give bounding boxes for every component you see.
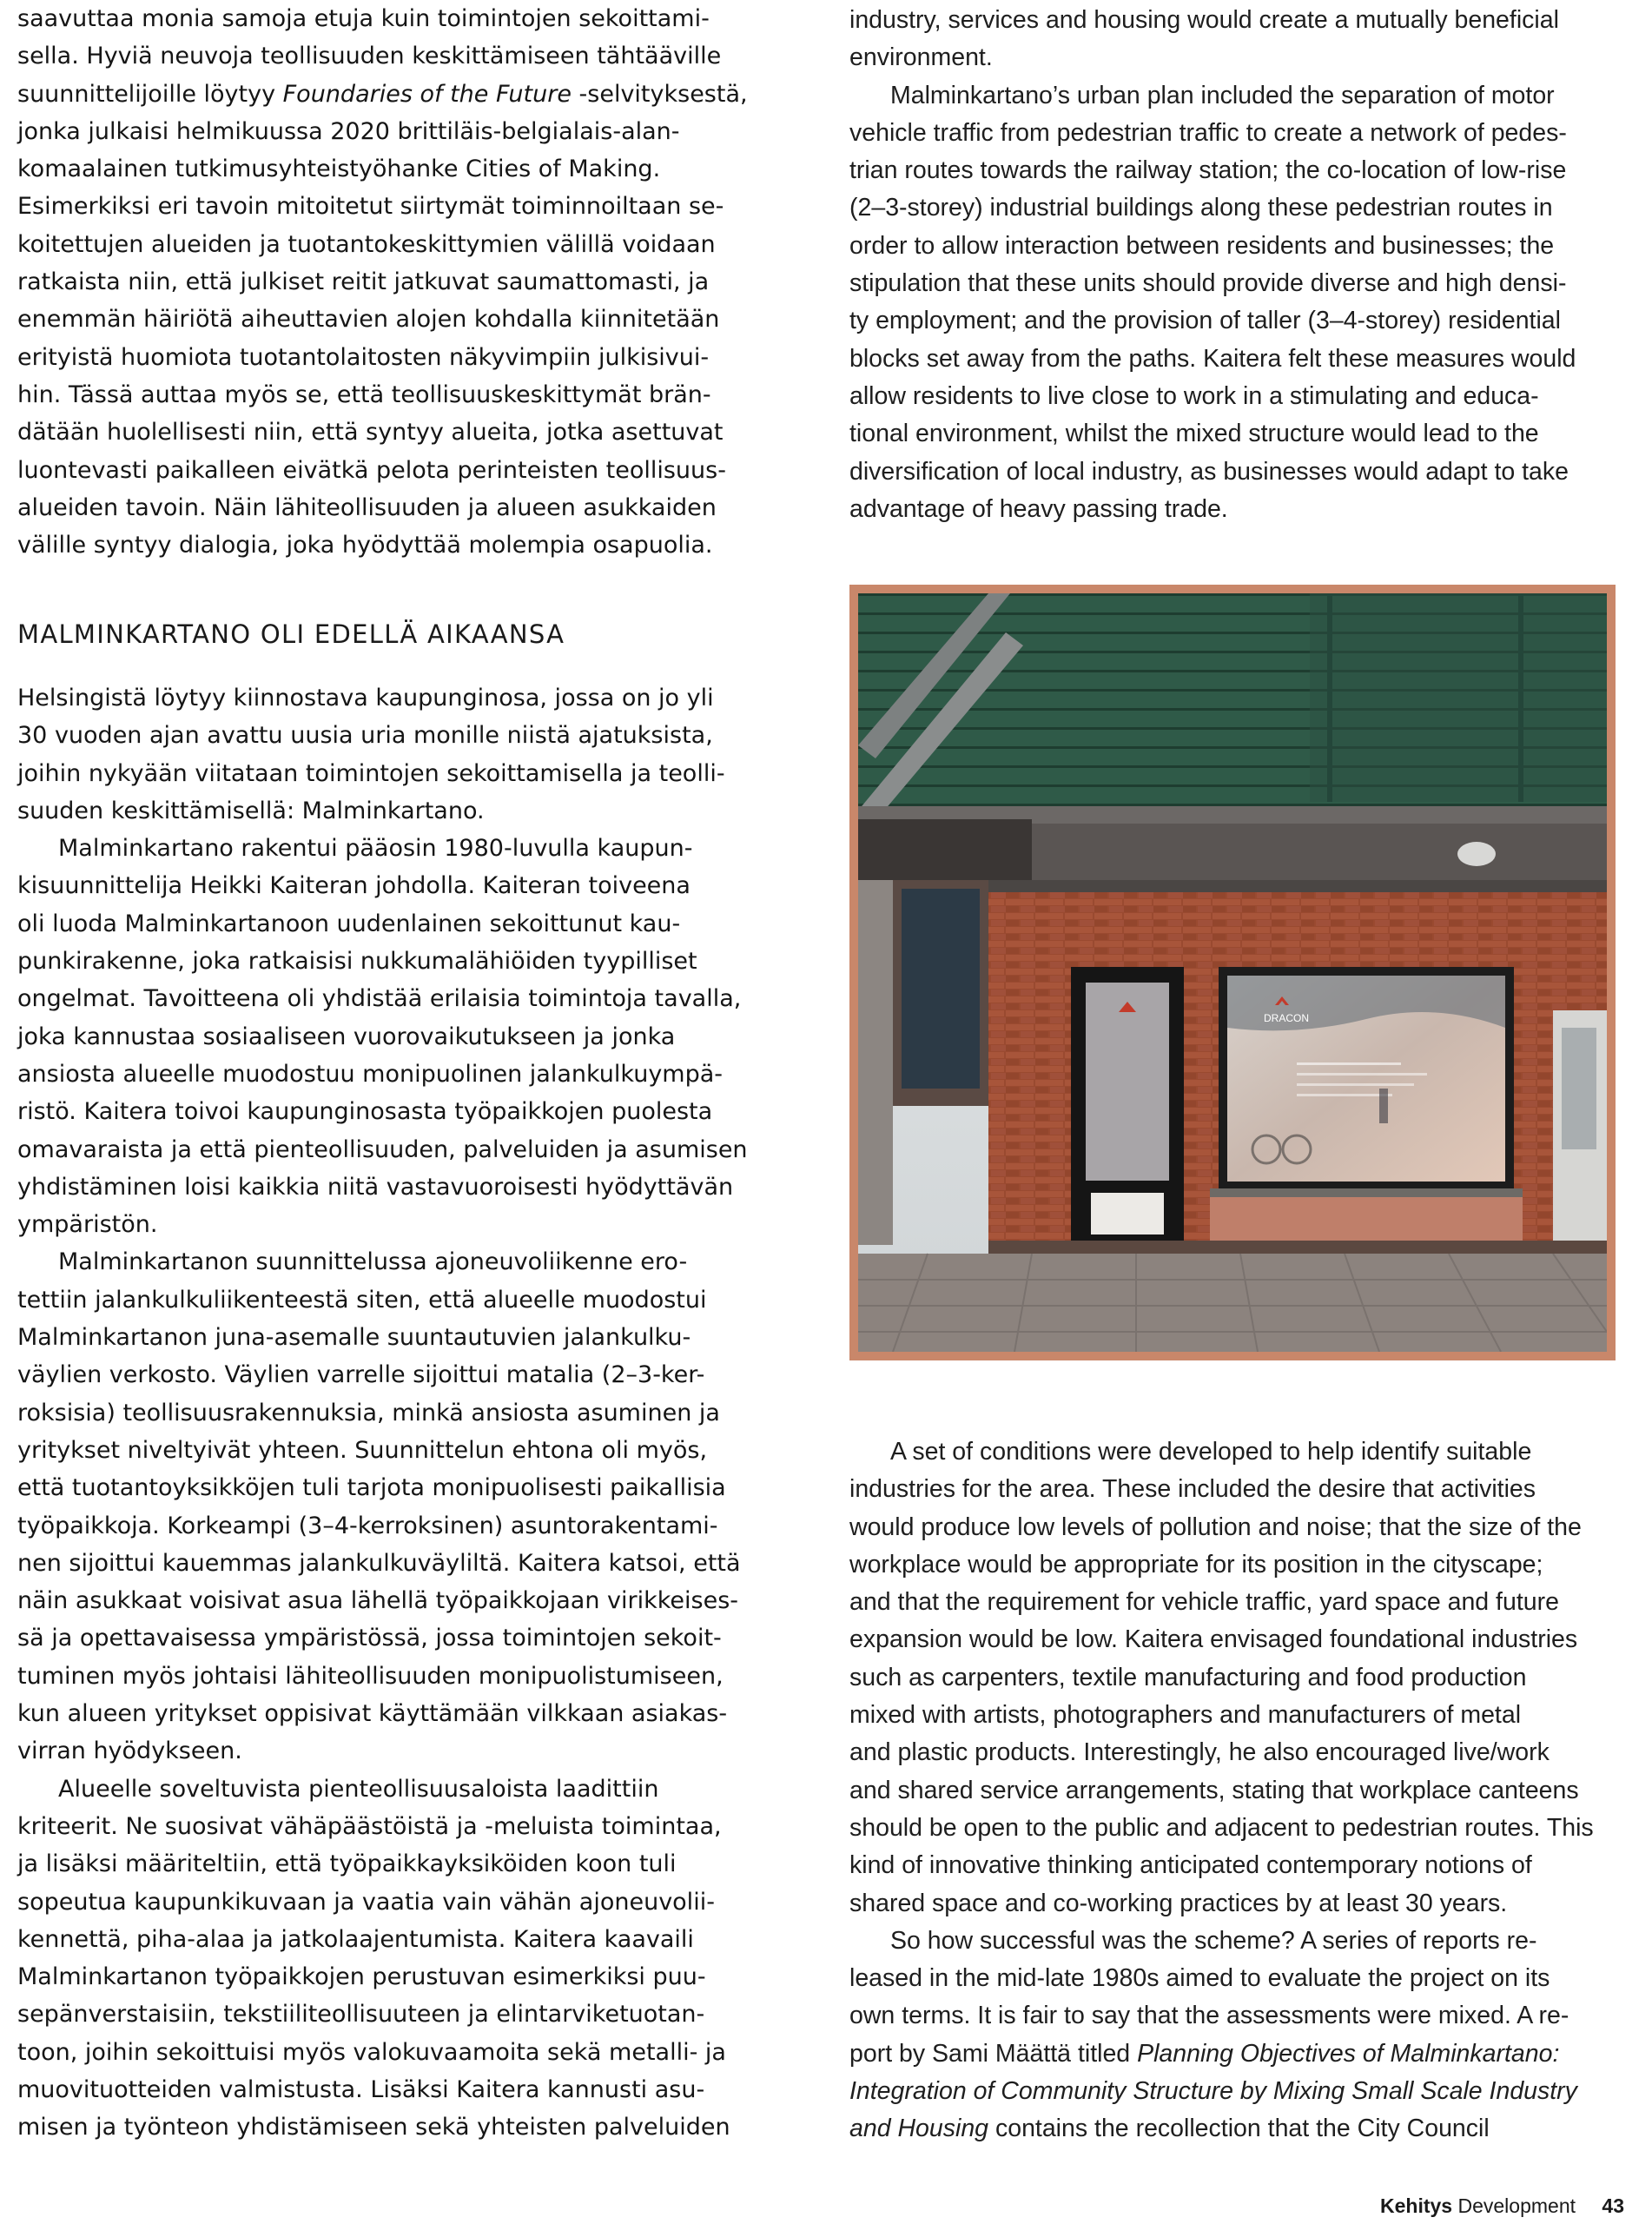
text-run: sä ja opettavaisessa ympäristössä, jossa toimintojen sekoit- xyxy=(17,1625,722,1652)
text-run: environment. xyxy=(849,43,993,72)
text-line xyxy=(17,226,748,263)
text-run: Malminkartano rakentui pääosin 1980-luvulla kaupun- xyxy=(58,835,693,863)
text-line xyxy=(17,1996,748,2033)
text-run: mixed with artists, photographers and manufacturers of metal xyxy=(849,1701,1522,1730)
text-line xyxy=(849,1621,1594,1658)
text-line xyxy=(849,1885,1594,1923)
text-run: Alueelle soveltuvista pienteollisuusaloista laadittiin xyxy=(58,1775,659,1803)
text-line xyxy=(17,376,748,414)
text-run: kriteerit. Ne suosivat vähäpäästöistä ja -meluista toimintaa, xyxy=(17,1812,722,1840)
text-line xyxy=(849,1997,1594,2035)
text-run: sella. Hyviä neuvoja teollisuuden keskittämiseen tähtääville xyxy=(17,43,722,70)
text-run: 30 vuoden ajan avattu uusia uria monille niistä ajatuksista, xyxy=(17,722,713,750)
text-line xyxy=(17,905,748,943)
text-line xyxy=(849,39,1576,76)
text-run: että tuotantoyksikköjen tuli tarjota monipuolisesti paikallisia xyxy=(17,1474,726,1502)
text-line xyxy=(849,1772,1594,1810)
text-line xyxy=(849,228,1576,265)
text-run: jonka julkaisi helmikuussa 2020 brittiläis-belgialais-alan- xyxy=(17,117,680,145)
text-run: roksisia) teollisuusrakennuksia, minkä ansiosta asuminen ja xyxy=(17,1399,720,1426)
text-run: stipulation that these units should provide diverse and high densi- xyxy=(849,269,1567,298)
text-run: kennettä, piha-alaa ja jatkolaajentumista. Kaitera kaavaili xyxy=(17,1925,694,1953)
text-line xyxy=(849,265,1576,302)
text-run: ongelmat. Tavoitteena oli yhdistää erilaisia toimintoja tavalla, xyxy=(17,985,742,1013)
english-top-text xyxy=(849,2,1576,528)
text-run: such as carpenters, textile manufacturing and food production xyxy=(849,1663,1527,1691)
text-run: industries for the area. These included the desire that activities xyxy=(849,1475,1536,1504)
text-line xyxy=(849,152,1576,189)
section-heading: MALMINKARTANO OLI EDELLÄ AIKAANSA xyxy=(17,619,565,649)
text-run: Malminkartanon juna-asemalle suuntautuvien jalankulku- xyxy=(17,1324,691,1352)
text-line xyxy=(17,1168,748,1206)
text-line xyxy=(17,867,748,904)
text-run: tuminen myös johtaisi lähiteollisuuden monipuolistumiseen, xyxy=(17,1662,724,1690)
text-line xyxy=(17,1281,748,1319)
text-line xyxy=(17,980,748,1017)
italic-title: Planning Objectives of Malminkartano: xyxy=(1137,2039,1560,2068)
text-run: order to allow interaction between residents and businesses; the xyxy=(849,231,1555,260)
text-line xyxy=(849,1433,1594,1471)
text-run: luontevasti paikalleen eivätkä pelota perinteisten teollisuus- xyxy=(17,456,726,484)
text-run: So how successful was the scheme? A series of reports re- xyxy=(890,1926,1537,1955)
text-run: port by Sami Määttä titled xyxy=(849,2039,1138,2068)
text-run: -selvityksestä, xyxy=(571,80,748,108)
text-line xyxy=(17,717,748,754)
text-line xyxy=(849,1697,1594,1734)
text-line xyxy=(17,1018,748,1056)
text-run: työpaikkoja. Korkeampi (3–4-kerroksinen) asuntorakentami- xyxy=(17,1512,718,1539)
text-run: trian routes towards the railway station; the co-location of low-rise xyxy=(849,156,1567,185)
text-run: sopeutua kaupunkikuvaan ja vaatia vain vähän ajoneuvolii- xyxy=(17,1888,715,1916)
finnish-main-text xyxy=(17,679,748,2147)
text-line xyxy=(17,755,748,792)
text-line xyxy=(17,113,748,150)
text-line xyxy=(849,1659,1594,1697)
text-run: and that the requirement for vehicle traffic, yard space and future xyxy=(849,1588,1559,1617)
text-run: yhdistäminen loisi kaikkia niitä vastavuoroisesti hyödyttävän xyxy=(17,1173,734,1201)
italic-title: and Housing xyxy=(849,2115,989,2143)
text-line xyxy=(849,1810,1594,1847)
text-run: koitettujen alueiden ja tuotantokeskittymien välillä voidaan xyxy=(17,230,716,258)
text-line xyxy=(17,1658,748,1695)
text-line xyxy=(17,0,748,37)
text-run: would produce low levels of pollution and noise; that the size of the xyxy=(849,1512,1582,1541)
text-run: contains the recollection that the City Council xyxy=(988,2115,1490,2143)
text-run: suunnittelijoille löytyy xyxy=(17,80,283,108)
text-line xyxy=(849,2110,1594,2148)
pavement xyxy=(858,1254,1607,1352)
text-line xyxy=(17,830,748,867)
text-run: muovituotteiden valmistusta. Lisäksi Kaitera kannusti asu- xyxy=(17,2075,705,2103)
text-line xyxy=(17,76,748,113)
page-number: 43 xyxy=(1602,2194,1624,2217)
text-line xyxy=(17,1582,748,1619)
text-line xyxy=(17,2071,748,2108)
window-sign-text: DRACON xyxy=(1264,1012,1310,1024)
text-run: workplace would be appropriate for its position in the cityscape; xyxy=(849,1550,1543,1579)
text-line xyxy=(849,1546,1594,1584)
text-run: enemmän häiriötä aiheuttavien alojen kohdalla kiinnitetään xyxy=(17,306,720,334)
text-line xyxy=(849,189,1576,227)
text-run: sepänverstaisiin, tekstiiliteollisuuteen ja elintarviketuotan- xyxy=(17,2001,705,2029)
text-line xyxy=(849,2073,1594,2110)
text-run: punkirakenne, joka ratkaisisi nukkumalähiöiden tyypilliset xyxy=(17,948,697,976)
text-run: kun alueen yritykset oppisivat käyttämään vilkkaan asiakas- xyxy=(17,1700,728,1728)
text-run: omavaraista ja että pienteollisuuden, palveluiden ja asumisen xyxy=(17,1135,748,1163)
text-line xyxy=(17,1394,748,1432)
text-line xyxy=(17,1695,748,1732)
text-line xyxy=(849,1734,1594,1771)
page-footer xyxy=(1380,2194,1624,2218)
text-run: oli luoda Malminkartanoon uudenlainen sekoittunut kau- xyxy=(17,910,681,937)
text-line xyxy=(17,1507,748,1545)
text-run: yritykset niveltyivät yhteen. Suunnittelun ehtona oli myös, xyxy=(17,1436,708,1464)
text-run: dätään huolellisesti niin, että syntyy alueita, jotka asettuvat xyxy=(17,419,724,447)
storefront-photo xyxy=(858,593,1607,1352)
finnish-intro-text xyxy=(17,0,748,564)
text-line xyxy=(17,1056,748,1093)
text-line xyxy=(17,1206,748,1243)
text-run: industry, services and housing would create a mutually beneficial xyxy=(849,6,1559,34)
text-run: tional environment, whilst the mixed structure would lead to the xyxy=(849,420,1539,448)
text-line xyxy=(17,263,748,301)
text-line xyxy=(849,302,1576,340)
text-line xyxy=(17,2034,748,2071)
text-run: välille syntyy dialogia, joka hyödyttää molempia osapuolia. xyxy=(17,532,713,559)
text-line xyxy=(17,1131,748,1168)
english-bottom-text xyxy=(849,1433,1594,2148)
text-line xyxy=(17,414,748,451)
text-run: toon, joihin sekoittuisi myös valokuvaamoita sekä metalli- ja xyxy=(17,2038,726,2066)
text-run: ansiosta alueelle muodostuu monipuolinen jalankulkuympä- xyxy=(17,1060,724,1088)
text-run: Helsingistä löytyy kiinnostava kaupunginosa, jossa on jo yli xyxy=(17,685,714,712)
text-line xyxy=(17,452,748,489)
text-run: Esimerkiksi eri tavoin mitoitetut siirtymät toiminnoiltaan se- xyxy=(17,193,724,221)
text-line xyxy=(17,1808,748,1845)
text-run: väylien verkosto. Väylien varrelle sijoittui matalia (2–3-ker- xyxy=(17,1361,705,1389)
text-run: joihin nykyään viitataan toimintojen sekoittamisella ja teolli- xyxy=(17,759,725,787)
text-line xyxy=(17,1243,748,1281)
text-run: hin. Tässä auttaa myös se, että teollisuuskeskittymät brän- xyxy=(17,381,711,408)
text-line xyxy=(849,1960,1594,1997)
text-line xyxy=(17,1319,748,1356)
text-run: ristö. Kaitera toivoi kaupunginosasta työpaikkojen puolesta xyxy=(17,1098,713,1126)
text-run: alueiden tavoin. Näin lähiteollisuuden ja alueen asukkaiden xyxy=(17,493,717,521)
text-run: ty employment; and the provision of taller (3–4-storey) residential xyxy=(849,307,1561,335)
text-run: (2–3-storey) industrial buildings along these pedestrian routes in xyxy=(849,194,1553,222)
text-line xyxy=(849,2035,1594,2073)
text-line xyxy=(17,1732,748,1770)
text-line xyxy=(849,2,1576,39)
text-run: joka kannustaa sosiaaliseen vuorovaikutukseen ja jonka xyxy=(17,1023,676,1050)
text-run: erityistä huomiota tuotantolaitosten näkyvimpiin julkisivui- xyxy=(17,343,710,371)
footer-finnish-label: Kehitys xyxy=(1380,2194,1453,2217)
text-line xyxy=(17,2108,748,2146)
text-line xyxy=(17,1432,748,1469)
text-run: saavuttaa monia samoja etuja kuin toimintojen sekoittami- xyxy=(17,5,710,32)
text-line xyxy=(849,1509,1594,1546)
text-line xyxy=(849,1471,1594,1508)
text-line xyxy=(17,792,748,830)
text-run: nen sijoittui kauemmas jalankulkuväyliltä. Kaitera katsoi, että xyxy=(17,1549,741,1577)
italic-title: Integration of Community Structure by Mixing Small Scale Industry xyxy=(849,2077,1577,2106)
text-run: Malminkartanon työpaikkojen perustuvan esimerkiksi puu- xyxy=(17,1963,706,1991)
text-line xyxy=(17,1619,748,1657)
text-line xyxy=(17,1771,748,1808)
text-line xyxy=(17,489,748,526)
text-line xyxy=(17,1093,748,1130)
text-run: should be open to the public and adjacent to pedestrian routes. This xyxy=(849,1813,1594,1842)
text-line xyxy=(17,339,748,376)
ceiling-lamp xyxy=(1457,842,1496,866)
text-run: blocks set away from the paths. Kaitera felt these measures would xyxy=(849,344,1576,373)
text-line xyxy=(849,378,1576,415)
text-run: allow residents to live close to work in a stimulating and educa- xyxy=(849,381,1539,410)
text-line xyxy=(849,415,1576,453)
text-line xyxy=(17,943,748,980)
text-line xyxy=(17,526,748,564)
text-run: kisuunnittelija Heikki Kaiteran johdolla. Kaiteran toiveena xyxy=(17,872,691,900)
text-line xyxy=(17,1958,748,1996)
text-run: misen ja työnteon yhdistämiseen sekä yhteisten palveluiden xyxy=(17,2114,730,2141)
text-run: suuden keskittämisellä: Malminkartano. xyxy=(17,797,485,824)
text-run: shared space and co-working practices by at least 30 years. xyxy=(849,1889,1508,1917)
text-line xyxy=(849,1923,1594,1960)
text-run: Malminkartano’s urban plan included the separation of motor xyxy=(890,81,1555,109)
text-run: kind of innovative thinking anticipated contemporary notions of xyxy=(849,1851,1532,1880)
text-run: leased in the mid-late 1980s aimed to evaluate the project on its xyxy=(849,1964,1550,1993)
text-run: virran hyödykseen. xyxy=(17,1738,242,1765)
text-run: A set of conditions were developed to help identify suitable xyxy=(890,1438,1532,1466)
text-line xyxy=(17,1469,748,1506)
text-run: ratkaista niin, että julkiset reitit jatkuvat saumattomasti, ja xyxy=(17,268,710,296)
text-run: ympäristön. xyxy=(17,1211,158,1239)
text-run: expansion would be low. Kaitera envisaged foundational industries xyxy=(849,1625,1578,1654)
photo-frame xyxy=(849,585,1616,1360)
text-line xyxy=(17,1883,748,1921)
text-line xyxy=(17,1356,748,1393)
text-line xyxy=(849,115,1576,152)
text-run: and plastic products. Interestingly, he also encouraged live/work xyxy=(849,1738,1550,1767)
text-line xyxy=(17,1545,748,1582)
text-line xyxy=(849,341,1576,378)
text-run: tettiin jalankulkuliikenteestä siten, että alueelle muodostui xyxy=(17,1286,707,1314)
text-line xyxy=(17,1845,748,1883)
text-run: ja lisäksi määriteltiin, että työpaikkayksiköiden koon tuli xyxy=(17,1850,677,1878)
text-run: komaalainen tutkimusyhteistyöhanke Cities of Making. xyxy=(17,156,661,183)
footer-english-label: Development xyxy=(1457,2194,1576,2217)
text-line xyxy=(849,77,1576,115)
text-line xyxy=(849,1847,1594,1884)
text-line xyxy=(17,301,748,338)
text-line xyxy=(17,150,748,188)
text-run: diversification of local industry, as businesses would adapt to take xyxy=(849,457,1569,486)
text-line xyxy=(17,188,748,225)
text-run: own terms. It is fair to say that the assessments were mixed. A re- xyxy=(849,2002,1569,2030)
text-line xyxy=(17,37,748,75)
text-line xyxy=(17,679,748,717)
italic-title: Foundaries of the Future xyxy=(282,80,572,108)
text-run: vehicle traffic from pedestrian traffic to create a network of pedes- xyxy=(849,118,1567,147)
text-run: advantage of heavy passing trade. xyxy=(849,494,1228,523)
text-run: and shared service arrangements, stating that workplace canteens xyxy=(849,1776,1579,1804)
text-run: Malminkartanon suunnittelussa ajoneuvoliikenne ero- xyxy=(58,1248,688,1276)
text-line xyxy=(849,491,1576,528)
text-line xyxy=(17,1921,748,1958)
text-line xyxy=(849,453,1576,491)
text-run: näin asukkaat voisivat asua lähellä työpaikkojaan virikkeises- xyxy=(17,1587,739,1615)
text-line xyxy=(849,1584,1594,1621)
